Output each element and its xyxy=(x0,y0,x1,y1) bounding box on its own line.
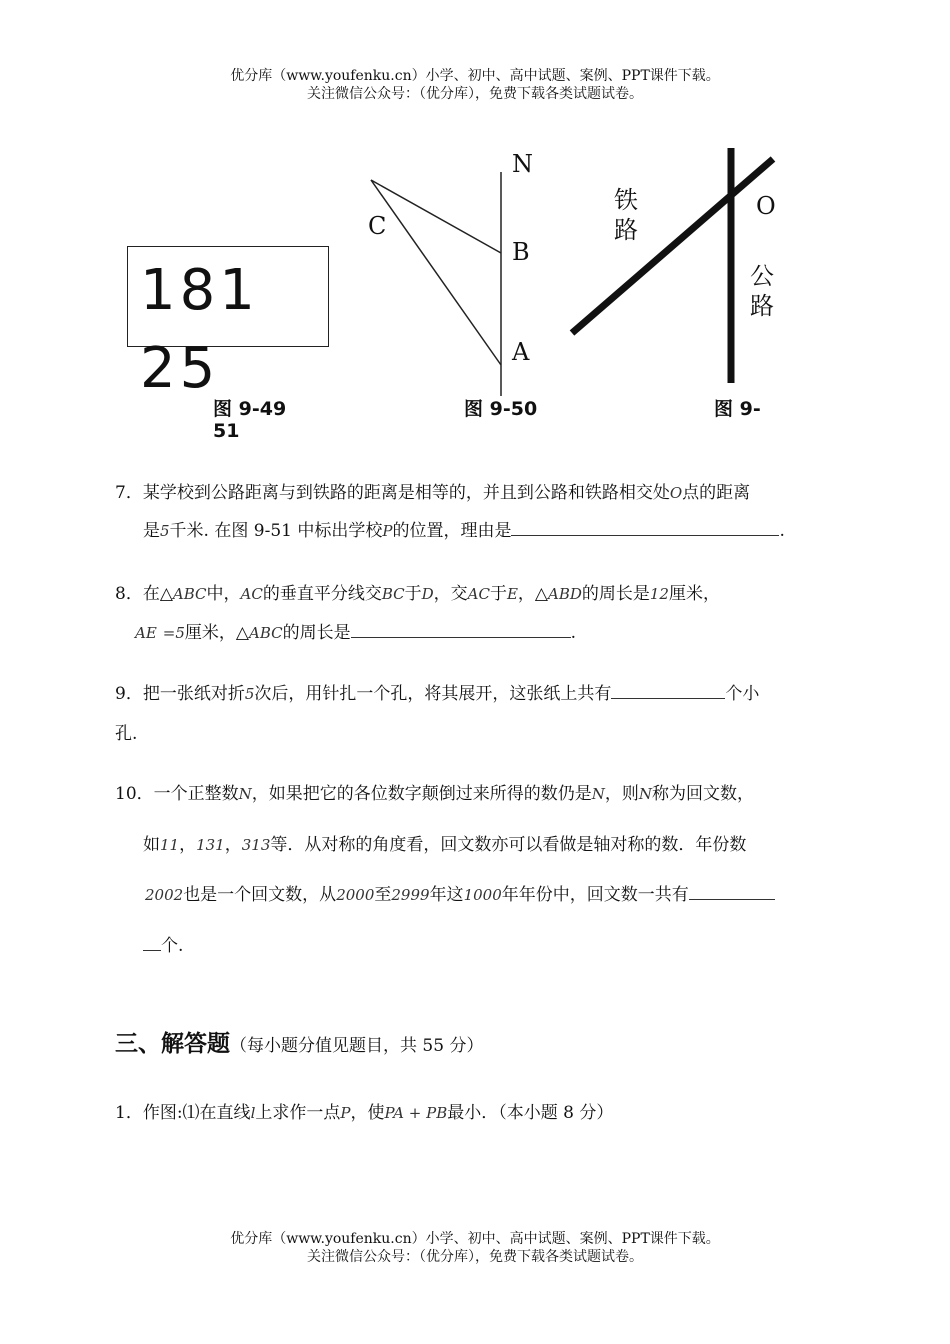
q10-n3: N xyxy=(638,785,653,803)
q8-line1 xyxy=(115,579,720,604)
q7-text-c: 是 xyxy=(143,521,160,541)
q8-ac2: AC xyxy=(467,585,490,603)
figure-9-50-diagram xyxy=(360,160,520,400)
p1-plus: + xyxy=(404,1104,427,1122)
q8-ae: AE xyxy=(135,624,157,642)
q8-end: . xyxy=(570,623,577,643)
figure-9-51-caption: 图 9- xyxy=(714,398,761,420)
q7-text-e: 的位置，理由是 xyxy=(392,521,512,541)
q10-11: 11 xyxy=(160,836,180,854)
q7-answer-blank[interactable] xyxy=(511,521,779,536)
q9-line1 xyxy=(115,679,759,704)
figure-9-49-caption: 图 9-49 xyxy=(213,398,287,420)
section-3-heading xyxy=(115,1025,483,1058)
q10-answer-blank-cont[interactable] xyxy=(143,936,161,951)
figure-9-51-caption-tail: 51 xyxy=(213,420,240,442)
q9-5: 5 xyxy=(244,685,255,703)
q10-n2: N xyxy=(591,785,605,803)
q9-number: 9． xyxy=(115,684,143,704)
q8-t6: 于 xyxy=(489,584,507,604)
q7-text-b: 点的距离 xyxy=(682,483,751,503)
segment-cb xyxy=(371,180,501,253)
q10-t2: ，如果把它的各位数字颠倒过来所得的数仍是 xyxy=(251,784,592,804)
q10-line4 xyxy=(143,931,183,956)
q10-t4: 称为回文数， xyxy=(652,784,755,804)
q7-line1 xyxy=(115,478,750,503)
q10-t10: 年年份中，回文数一共有 xyxy=(501,885,689,905)
p1-pb: PB xyxy=(426,1104,448,1122)
figure-9-51-railway-char2: 路 xyxy=(614,216,638,244)
q8-d: D xyxy=(421,585,434,603)
figure-9-50-label-a: A xyxy=(512,338,530,366)
q10-line3 xyxy=(145,880,775,905)
q8-t9: 厘米， xyxy=(668,584,720,604)
q8-ac: AC xyxy=(240,585,263,603)
q8-e: E xyxy=(506,585,518,603)
q10-131: 131 xyxy=(196,836,225,854)
q7-text-a: 某学校到公路距离与到铁路的距离是相等的，并且到公路和铁路相交处 xyxy=(142,483,670,503)
q10-t1: 一个正整数 xyxy=(153,784,239,804)
p1-p: P xyxy=(340,1104,351,1122)
q10-end: 个. xyxy=(161,936,184,956)
p1-line xyxy=(115,1098,613,1123)
figure-9-51-railway-char1: 铁 xyxy=(614,186,638,214)
q8-t1: 在△ xyxy=(142,584,173,604)
figure-9-50-caption: 图 9-50 xyxy=(464,398,538,420)
q8-t3: 的垂直平分线交 xyxy=(262,584,382,604)
p1-l: l xyxy=(250,1104,256,1122)
page-footer-line1: 优分库（www.youfenku.cn）小学、初中、高中试题、案例、PPT课件下载。 xyxy=(230,1231,720,1247)
q8-t5: ，交 xyxy=(433,584,468,604)
q7-var-p: P xyxy=(382,522,393,540)
figure-9-51-highway-char2: 路 xyxy=(750,292,774,320)
q10-t9: 年这 xyxy=(429,885,464,905)
q10-t6: 等．从对称的角度看，回文数亦可以看做是轴对称的数．年份数 xyxy=(270,835,747,855)
q8-t8: 的周长是 xyxy=(581,584,650,604)
q10-answer-blank[interactable] xyxy=(689,885,775,900)
q10-2999: 2999 xyxy=(391,886,430,904)
q9-t1: 把一张纸对折 xyxy=(142,684,245,704)
figure-9-50-label-n: N xyxy=(512,150,533,178)
q8-t10: 厘米，△ xyxy=(184,623,249,643)
railway-line xyxy=(572,159,773,333)
q9-line2: 孔. xyxy=(115,724,138,744)
q8-t7: ，△ xyxy=(517,584,548,604)
p1-t2: 上求作一点 xyxy=(255,1103,341,1123)
q7-end: . xyxy=(779,521,785,541)
p1-t4: 最小．（本小题 8 分） xyxy=(447,1103,614,1123)
q7-val-5: 5 xyxy=(160,522,170,540)
segment-ca xyxy=(371,180,501,365)
section-3-note: （每小题分值见题目，共 55 分） xyxy=(230,1036,484,1056)
page-header-line2: 关注微信公众号：（优分库），免费下载各类试题试卷。 xyxy=(307,86,643,102)
q8-12: 12 xyxy=(649,585,669,603)
q7-number: 7． xyxy=(115,483,143,503)
q10-c1: ， xyxy=(179,835,197,855)
q8-bc: BC xyxy=(381,585,405,603)
q10-2002: 2002 xyxy=(145,886,184,904)
q8-answer-blank[interactable] xyxy=(351,623,571,638)
p1-pa: PA xyxy=(384,1104,405,1122)
section-3-title: 三、解答题 xyxy=(115,1031,230,1057)
q8-t11: 的周长是 xyxy=(282,623,351,643)
q10-2000: 2000 xyxy=(336,886,375,904)
q8-abc2: ABC xyxy=(249,624,283,642)
q10-n1: N xyxy=(238,785,252,803)
q10-313: 313 xyxy=(241,836,271,854)
q8-abd: ABD xyxy=(548,585,582,603)
q10-line1 xyxy=(115,779,754,804)
q10-number: 10． xyxy=(115,784,154,804)
figure-9-51-highway-char1: 公 xyxy=(750,262,774,290)
q9-answer-blank[interactable] xyxy=(611,684,725,699)
q7-var-o: O xyxy=(669,484,683,502)
figure-9-49-number: 18125 xyxy=(140,258,259,401)
q10-t7: 也是一个回文数，从 xyxy=(183,885,337,905)
q8-t2: 中， xyxy=(206,584,241,604)
q10-line2 xyxy=(143,830,746,855)
q10-t3: ，则 xyxy=(604,784,639,804)
figure-9-51-label-o: O xyxy=(756,192,776,220)
page-header-line1: 优分库（www.youfenku.cn）小学、初中、高中试题、案例、PPT课件下载。 xyxy=(230,68,720,84)
q10-c2: ， xyxy=(224,835,242,855)
q10-t8: 至 xyxy=(374,885,392,905)
p1-t1: 作图:⑴在直线 xyxy=(142,1103,251,1123)
q7-text-d: 千米. 在图 9-51 中标出学校 xyxy=(169,521,383,541)
q9-t2: 次后，用针扎一个孔，将其展开，这张纸上共有 xyxy=(254,684,612,704)
p1-number: 1． xyxy=(115,1103,143,1123)
q10-t5: 如 xyxy=(143,835,160,855)
q10-1000: 1000 xyxy=(463,886,502,904)
q8-abc: ABC xyxy=(172,585,207,603)
figure-9-50-label-b: B xyxy=(512,238,530,266)
figure-9-50-label-c: C xyxy=(368,212,387,240)
q7-line2 xyxy=(143,516,785,541)
q8-t4: 于 xyxy=(404,584,422,604)
q9-t3: 个小 xyxy=(725,684,760,704)
page-footer-line2: 关注微信公众号：（优分库），免费下载各类试题试卷。 xyxy=(307,1249,643,1265)
q8-number: 8． xyxy=(115,584,143,604)
p1-t3: ，使 xyxy=(350,1103,385,1123)
q8-eq5: =5 xyxy=(162,624,185,642)
q8-line2 xyxy=(135,618,576,643)
